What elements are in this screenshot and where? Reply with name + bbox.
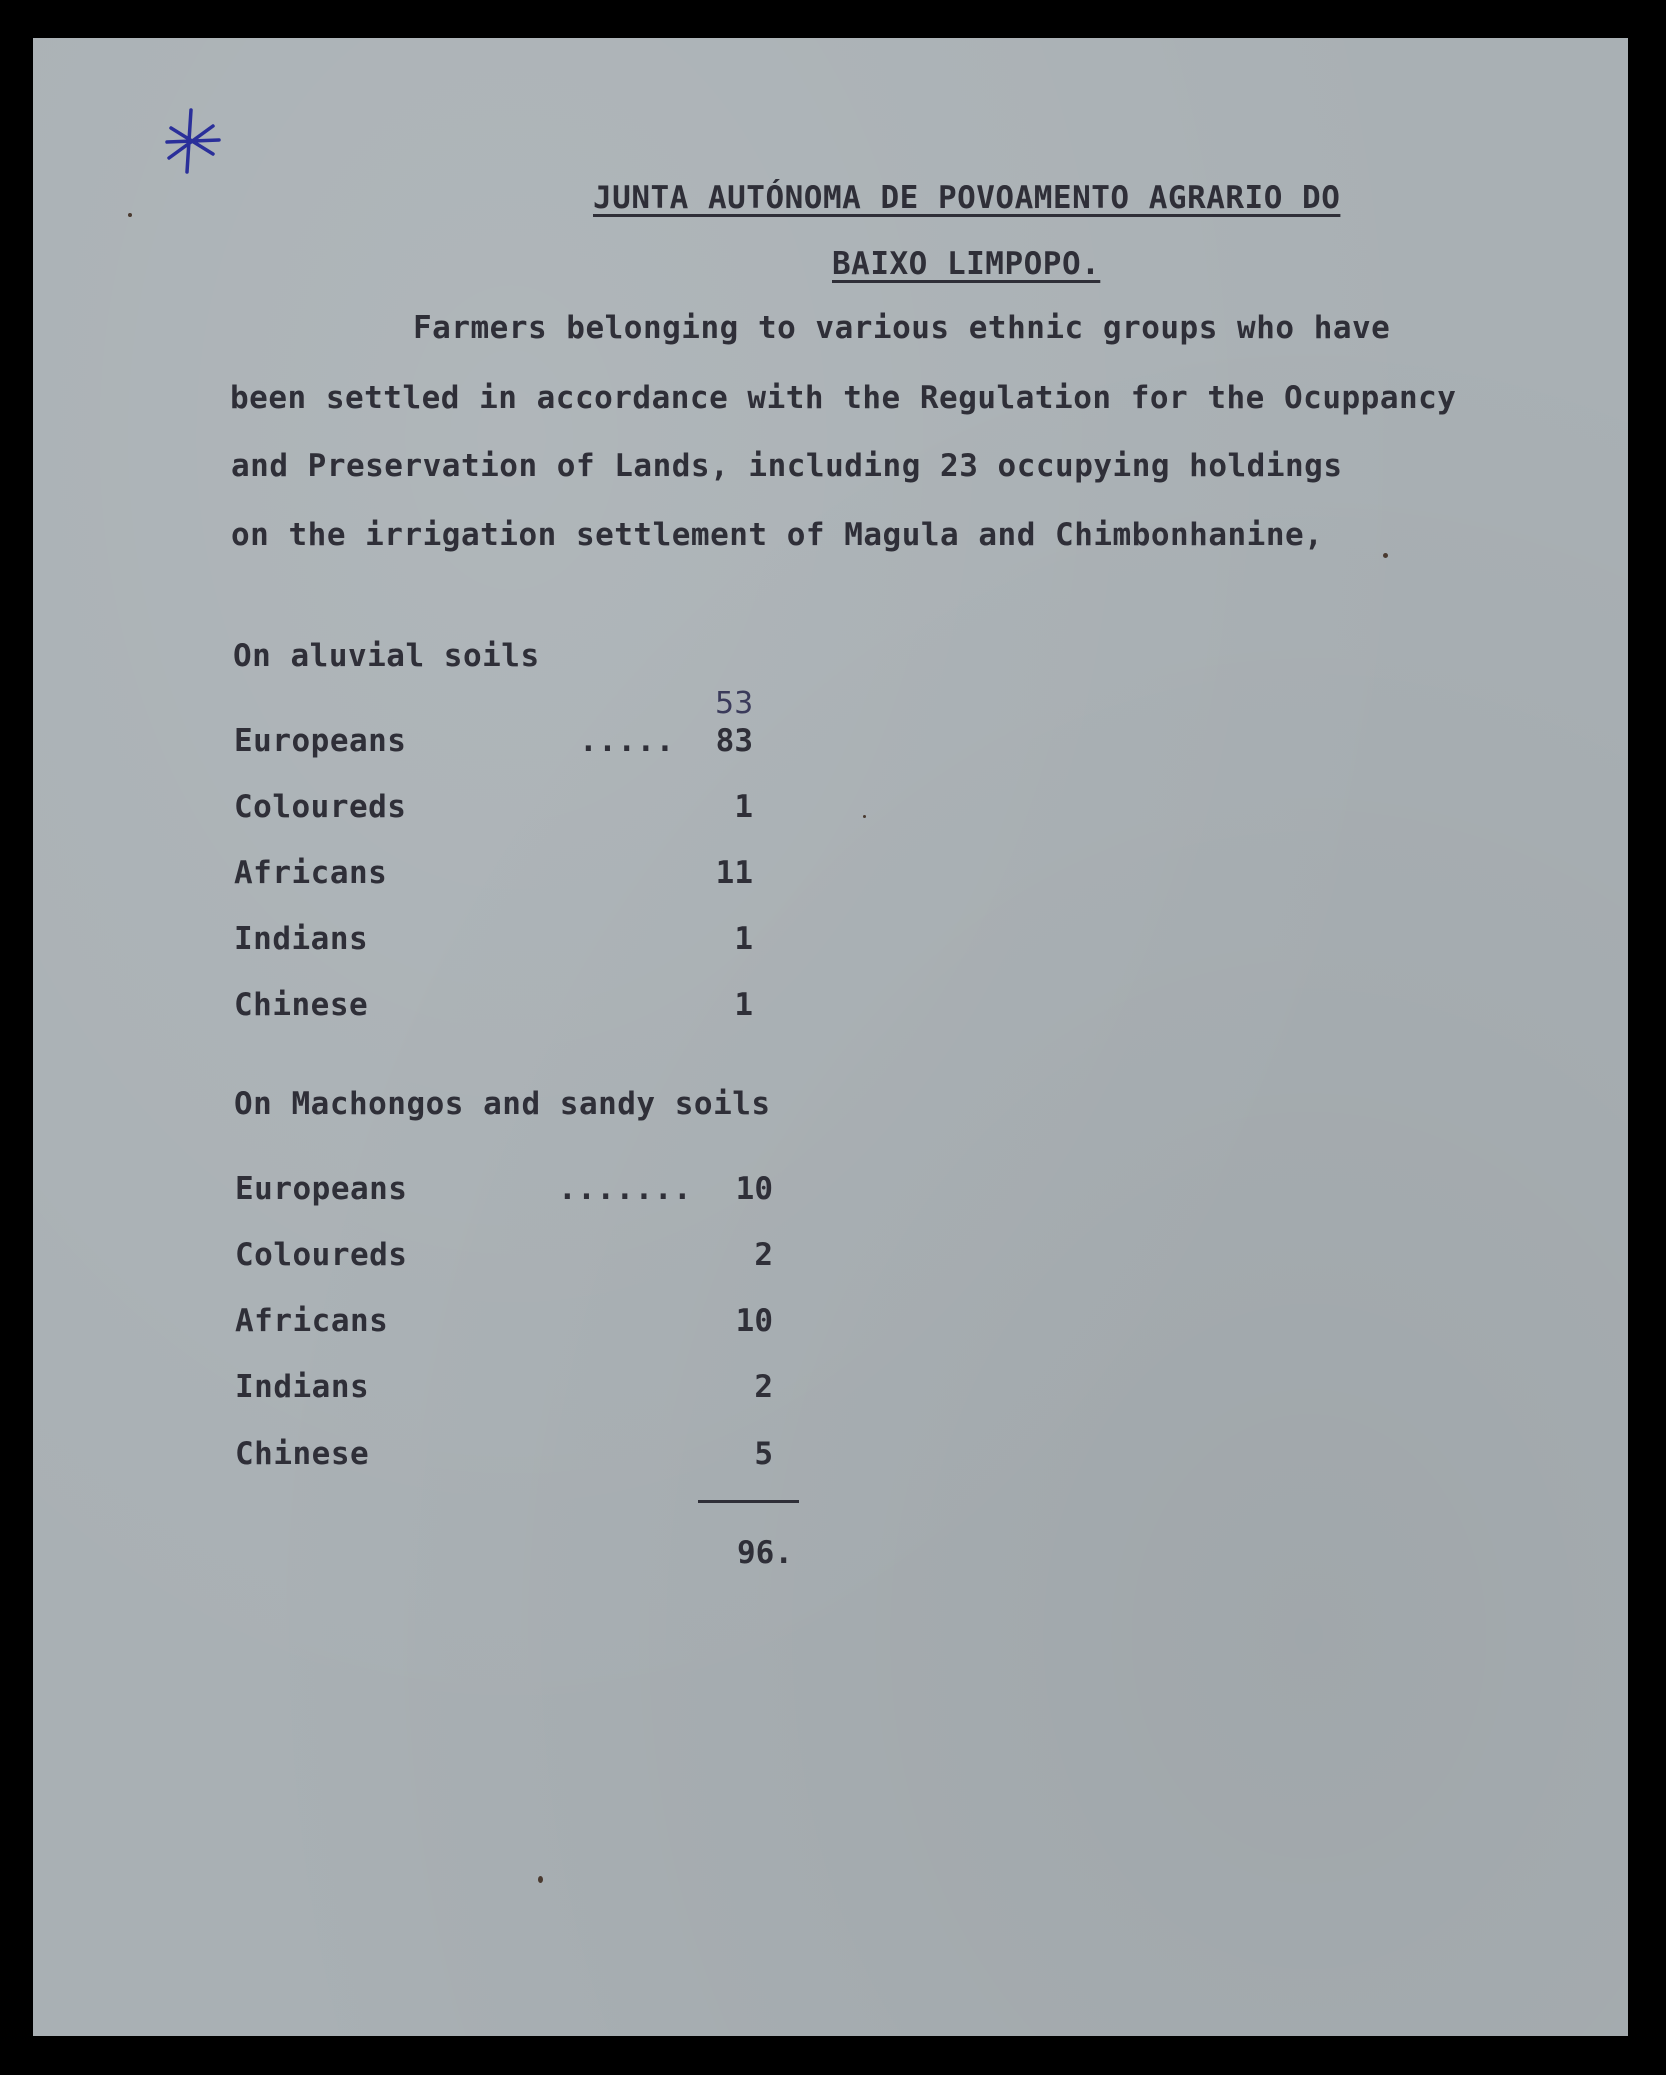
- row-label: Indians: [234, 921, 369, 957]
- section-heading-machongos: On Machongos and sandy soils: [234, 1086, 771, 1122]
- total-value: 96.: [737, 1535, 793, 1571]
- intro-line-3: and Preservation of Lands, including 23 occupying holdings: [231, 448, 1343, 484]
- row-value: 2: [754, 1237, 773, 1273]
- row-value: 1: [734, 987, 753, 1023]
- row-value: 5: [754, 1436, 773, 1472]
- document-page: [33, 38, 1628, 2036]
- intro-line-4: on the irrigation settlement of Magula and Chimbonhanine,: [231, 517, 1324, 553]
- row-value: 10: [735, 1303, 773, 1339]
- intro-line-2: been settled in accordance with the Regulation for the Ocuppancy: [230, 380, 1457, 416]
- row-label: Coloureds: [234, 789, 407, 825]
- section-heading-aluvial: On aluvial soils: [233, 638, 540, 674]
- row-label: Chinese: [234, 987, 369, 1023]
- row-value: 1: [734, 789, 753, 825]
- row-label: Europeans: [235, 1171, 408, 1207]
- period-mark: [1383, 553, 1388, 558]
- row-leader: .......: [558, 1171, 693, 1207]
- paper-speck: [538, 1876, 543, 1883]
- row-label: Africans: [234, 855, 388, 891]
- handwritten-asterisk-icon: [163, 106, 223, 182]
- row-value: 10: [735, 1171, 773, 1207]
- paper-speck: [128, 213, 132, 217]
- row-label: Europeans: [234, 723, 407, 759]
- paper-speck: [863, 815, 866, 818]
- document-title-line-1: JUNTA AUTÓNOMA DE POVOAMENTO AGRARIO DO: [593, 180, 1341, 216]
- row-leader: .....: [579, 723, 675, 759]
- row-label: Chinese: [235, 1436, 370, 1472]
- row-value: 1: [734, 921, 753, 957]
- document-title-line-2: BAIXO LIMPOPO.: [832, 246, 1101, 282]
- row-value: 2: [754, 1369, 773, 1405]
- row-label: Africans: [235, 1303, 389, 1339]
- row-value: 83: [715, 723, 753, 759]
- intro-line-1: Farmers belonging to various ethnic groups who have: [413, 310, 1391, 346]
- row-label: Indians: [235, 1369, 370, 1405]
- row-label: Coloureds: [235, 1237, 408, 1273]
- row-value: 11: [715, 855, 753, 891]
- total-rule: [698, 1500, 799, 1503]
- handwritten-correction: 53: [715, 686, 754, 721]
